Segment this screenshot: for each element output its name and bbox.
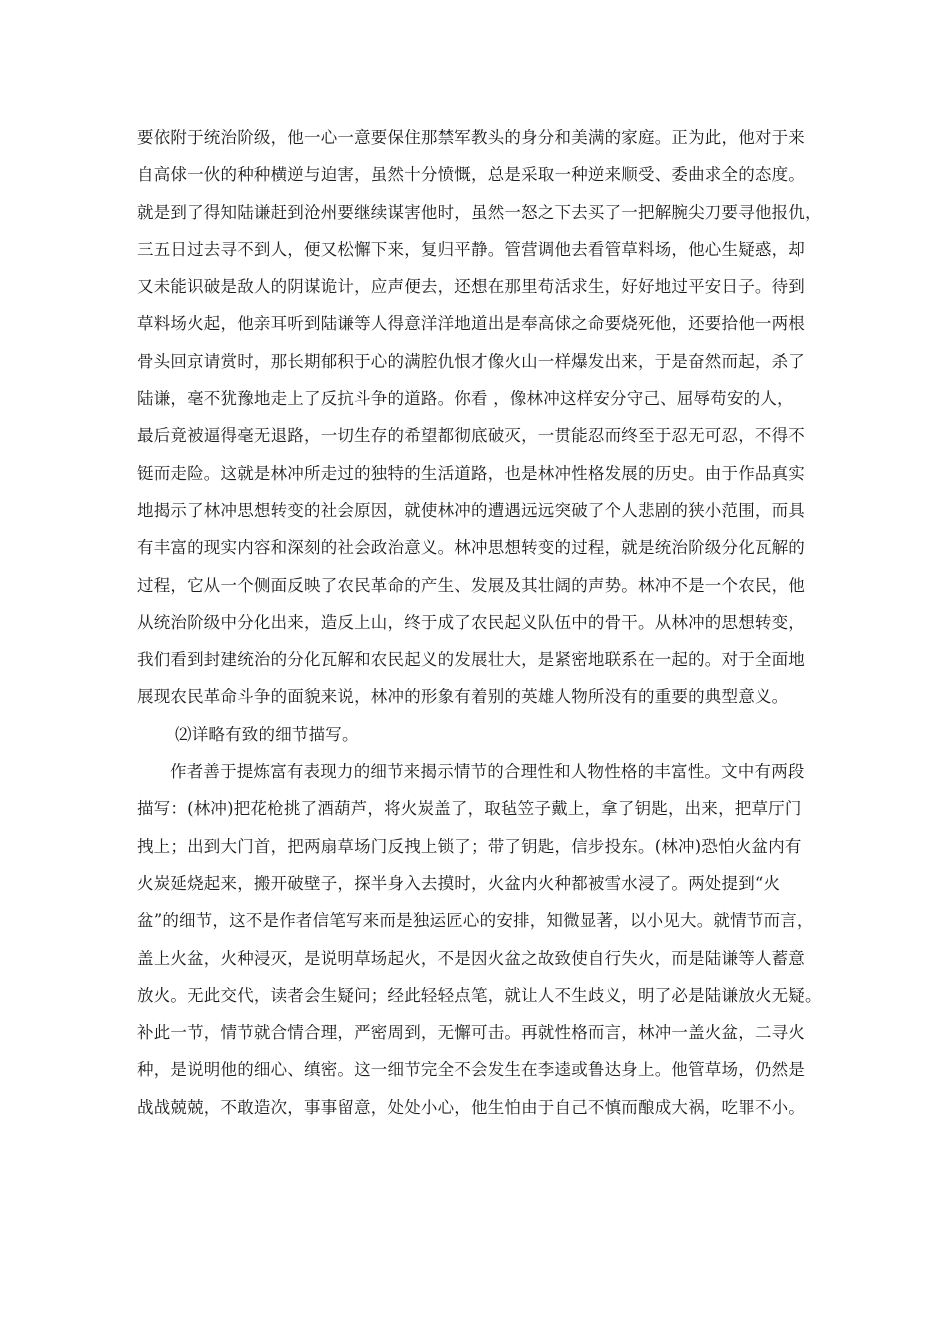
text-line: 过程，它从一个侧面反映了农民革命的产生、发展及其壮阔的声势。林冲不是一个农民，他 xyxy=(137,575,805,595)
text-line: 自高俅一伙的种种横逆与迫害，虽然十分愤慨，总是采取一种逆来顺受、委曲求全的态度。 xyxy=(137,165,805,185)
text-line: 有丰富的现实内容和深刻的社会政治意义。林冲思想转变的过程，就是统治阶级分化瓦解的 xyxy=(137,538,805,558)
text-line: 陆谦，毫不犹豫地走上了反抗斗争的道路。你看 ，像林冲这样安分守己、屈辱苟安的人， xyxy=(137,389,794,409)
text-line: 铤而走险。这就是林冲所走过的独特的生活道路，也是林冲性格发展的历史。由于作品真实 xyxy=(137,463,805,483)
text-line: 草料场火起，他亲耳听到陆谦等人得意洋洋地道出是奉高俅之命要烧死他，还要拾他一两根 xyxy=(137,314,805,334)
text-line: 要依附于统治阶级，他一心一意要保住那禁军教头的身分和美满的家庭。正为此，他对于来 xyxy=(137,128,805,147)
text-line: 最后竟被逼得毫无退路，一切生存的希望都彻底破灭，一贯能忍而终至于忍无可忍，不得不 xyxy=(137,426,805,446)
text-line: 展现农民革命斗争的面貌来说，林冲的形象有着别的英雄人物所没有的重要的典型意义。 xyxy=(137,687,789,707)
text-line: 盖上火盆，火种浸灭，是说明草场起火，不是因火盆之故致使自行失火，而是陆谦等人蓄意 xyxy=(137,948,805,968)
text-line: 从统治阶级中分化出来，造反上山，终于成了农民起义队伍中的骨干。从林冲的思想转变， xyxy=(137,612,805,632)
text-line: 骨头回京请赏时，那长期郁积于心的满腔仇恨才像火山一样爆发出来，于是奋然而起，杀了 xyxy=(137,351,805,371)
text-line: 我们看到封建统治的分化瓦解和农民起义的发展壮大，是紧密地联系在一起的。对于全面地 xyxy=(137,650,805,670)
text-line: 就是到了得知陆谦赶到沧州要继续谋害他时，虽然一怒之下去买了一把解腕尖刀要寻他报仇， xyxy=(137,202,822,222)
paragraph-lin-chong-analysis xyxy=(137,119,827,716)
text-line: 种，是说明他的细心、缜密。这一细节完全不会发生在李逵或鲁达身上。他管草场，仍然是 xyxy=(137,1060,805,1080)
text-line: 又未能识破是敌人的阴谋诡计，应声便去，还想在那里苟活求生，好好地过平安日子。待到 xyxy=(137,277,805,297)
text-line: 地揭示了林冲思想转变的社会原因，就使林冲的遭遇远远突破了个人悲剧的狭小范围，而具 xyxy=(137,500,805,520)
text-line: 盆”的细节，这不是作者信笔写来而是独运匠心的安排，知微显著，以小见大。就情节而言， xyxy=(137,911,814,931)
document-body xyxy=(137,119,827,1126)
text-line: 火炭延烧起来，搬开破壁子，探半身入去摸时，火盆内火种都被雪水浸了。两处提到“火 xyxy=(137,873,781,893)
paragraph-detail-description xyxy=(137,753,827,1126)
text-line: 拽上；出到大门首，把两扇草场门反拽上锁了；带了钥匙，信步投东。(林冲)恐怕火盆内有 xyxy=(137,836,802,856)
text-line: 战战兢兢，不敢造次，事事留意，处处小心，他生怕由于自己不慎而酿成大祸，吃罪不小。 xyxy=(137,1097,805,1117)
section-heading: ⑵详略有致的细节描写。 xyxy=(175,724,359,744)
text-line: 补此一节，情节就合情合理，严密周到，无懈可击。再就性格而言，林冲一盖火盆，二寻火 xyxy=(137,1023,805,1043)
text-line: 三五日过去寻不到人，便又松懈下来，复归平静。管营调他去看管草料场，他心生疑惑，却 xyxy=(137,239,805,259)
text-line: 描写：(林冲)把花枪挑了酒葫芦，将火炭盖了，取毡笠子戴上，拿了钥匙，出来，把草厅门 xyxy=(137,799,802,819)
text-line: 作者善于提炼富有表现力的细节来揭示情节的合理性和人物性格的丰富性。文中有两段 xyxy=(170,762,805,782)
text-line: 放火。无此交代，读者会生疑问；经此轻轻点笔，就让人不生歧义，明了必是陆谦放火无疑。 xyxy=(137,985,822,1005)
